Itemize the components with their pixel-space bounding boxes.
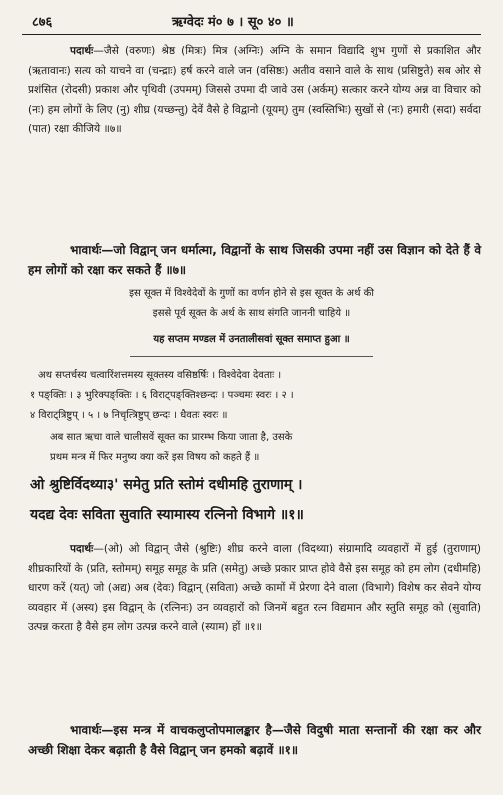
sukta-summary-line2: इससे पूर्व सूक्त के अर्थ के साथ संगति जाननी चाहिये ॥ [152, 308, 351, 319]
sukta-closing: यह सप्तम मण्डल में उनतालीसवां सूक्त समाप्त हुआ ॥ [153, 334, 350, 345]
padartha-text-2: —(ओ) ओ विद्वान् जैसे (श्रुष्टिः) शीघ्र करने वाला (विदथ्या) संग्रामादि व्यवहारों में हुई (तुराणाम्) शीघ्रकारियों के (प्रति, स्तोमम्) समूह समूह के प्रति (समेतु) अच्छे प्रकार प्राप्त होवे वैसे इस समूह को हम लोग (दधीमहि) धारण करें (यत्) जो (अद्य) अब (देवः) विद्वान् (सविता) अच्छे कामों में प्रेरणा देने वाला (विभागे) विशेष कर सेवने योग्य व्यवहार में (अस्य) इस विद्वान् के (रत्निनः) उन व्यवहारों को जिनमें बहुत रत्न विद्यमान और स्तुति समूह को (सुवाति) उत्पन्न करता है वैसे हम लोग उत्पन्न करने वाले (स्याम) हों ॥१॥ [28, 543, 481, 633]
padartha-label-2: पदार्थः [70, 543, 94, 555]
bhavartha-label: भावार्थः [70, 243, 102, 257]
page-header [22, 10, 481, 32]
bhavartha-paragraph-1 [28, 720, 481, 784]
bhavartha-text-2: —इस मन्त्र में वाचकलुप्तोपमालङ्कार है—जैसे विदुषी माता सन्तानों की रक्षा कर और अच्छी शिक्षा देकर बढ़ाती है वैसे विद्वान् जन हमको बढ़ावें ॥१॥ [28, 723, 481, 757]
padartha-paragraph-7 [28, 42, 481, 238]
intro-line1: अथ सप्तर्चस्य चत्वारिंशत्तमस्य सूक्तस्य वसिष्ठर्षिः । विश्वेदेवा देवताः । [38, 370, 282, 381]
section-divider [130, 356, 373, 357]
mantra-line2: यदद्य देवः सविता सुवाति स्यामास्य रत्निनो विभागे ॥१॥ [30, 507, 304, 523]
bhavartha-text: —जो विद्वान् जन धर्मात्मा, विद्वानों के साथ जिसकी उपमा नहीं उस विज्ञान को देते हैं वे हम लोगों को रक्षा कर सकते हैं ॥७॥ [28, 243, 481, 277]
bhavartha-label-2: भावार्थः [70, 723, 102, 737]
header-rule [22, 34, 481, 35]
page-number: ८७६ [32, 15, 53, 30]
padartha-label: पदार्थः [70, 45, 94, 57]
intro-line5: प्रथम मन्त्र में फिर मनुष्य क्या करें इस विषय को कहते हैं ॥ [50, 452, 260, 463]
running-title: ऋग्वेदः मं० ७ । सू० ४० ॥ [172, 15, 294, 30]
intro-line4: अब सात ऋचा वाले चालीसवें सूक्त का प्रारम्भ किया जाता है, उसके [50, 432, 293, 443]
sukta-summary-line1: इस सूक्त में विश्वेदेवों के गुणों का वर्णन होने से इस सूक्त के अर्थ की [129, 288, 374, 299]
mantra-line1: ओ श्रुष्टिर्विदथ्या३' समेतु प्रति स्तोमं दधीमहि तुराणाम् । [30, 477, 303, 493]
bhavartha-paragraph-7 [28, 240, 481, 282]
intro-line3: ४ विराट्त्रिष्टुप् । ५ । ७ निचृत्त्रिष्टुप् छन्दः । धैवतः स्वरः ॥ [30, 410, 228, 421]
padartha-paragraph-1 [28, 540, 481, 720]
intro-line2: १ पङ्क्तिः । ३ भुरिक्पङ्क्तिः । ६ विराट्पङ्क्तिश्छन्दः । पञ्चमः स्वरः । २ । [30, 390, 294, 401]
padartha-text: —जैसे (वरुणः) श्रेष्ठ (मित्रः) मित्र (अग्निः) अग्नि के समान विद्यादि शुभ गुणों से प्रकाशित और (ऋतावानः) सत्य को याचने वा (चन्द्राः) हर्ष करने वाले जन (वसिष्ठः) अतीव वसाने वाले के साथ (प्रसिष्टुते) सब ओर से प्रशंसित (रोदसी) प्रकाश और पृथिवी (उपमम्) जिससे उपमा दी जावे उस (अर्कम्) सत्कार करने योग्य अन्न वा विचार को (नः) हम लोगों के लिए (नु) शीघ्र (यच्छन्तु) देवें वैसे हे विद्वानो (यूयम्) तुम (स्वस्तिभिः) सुखों से (नः) हमारी (सदा) सर्वदा (पात) रक्षा कीजिये ॥७॥ [28, 45, 481, 135]
